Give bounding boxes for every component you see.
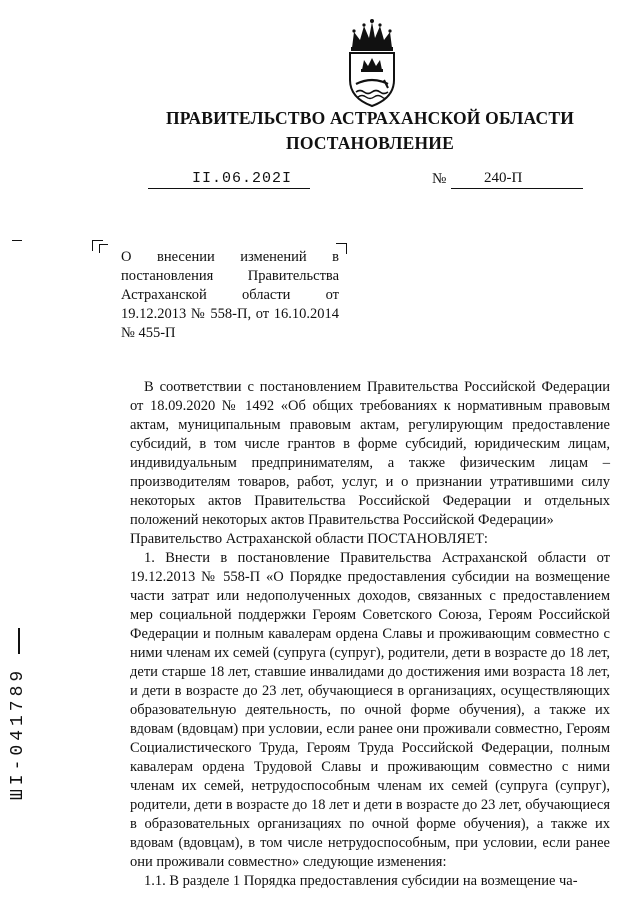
serial-mark [18,628,24,654]
clause-1-paragraph: 1. Внести в постановление Правительства Астраханской области от 19.12.2013 № 558-П «О Порядке предоставления субсидии на возмещение части затрат или недополученных доходов, связанных с предоставлением мер социальной поддержки Героям Советского Союза, Героям Российской Федерации и полным кавалерам ордена Славы и проживающим совместно с ними членам их семей (супруга (супруг), родители, дети в возрасте до 18 лет, дети старше 18 лет, ставшие инвалидами до достижения ими возраста 18 лет, и дети в возрасте до 23 лет, обучающиеся в организациях, осуществляющих образовательную деятельность, по очной форме обучения), а также их вдовам (вдовцам) при условии, если ранее они проживали совместно, Героям Социалистического Труда, Героям Труда Российской Федерации, полным кавалерам ордена Трудовой Славы и проживающим совместно с ними членам их семей, нетрудоспособным членам их семей (супруга (супруг), родители, дети в возрасте до 18 лет и дети в возрасте до 23 лет, обучающиеся в образовательных организациях по очной форме обучения), а также их вдовам (вдовцам), в том числе нетрудоспособным, при условии, если ранее они проживали совместно» следующие изменения: [130,550,610,870]
margin-mark [12,240,22,241]
number-field [451,170,583,189]
document-number: 240-П [484,170,523,186]
resolves-line: Правительство Астраханской области ПОСТАНОВЛЯЕТ: [130,531,488,547]
bracket-top-left-inner-icon [99,244,108,253]
page-title: ПРАВИТЕЛЬСТВО АСТРАХАНСКОЙ ОБЛАСТИ [165,108,575,128]
number-sign: № [432,171,447,187]
document-subject: О внесении изменений в постановления Правительства Астраханской области от 19.12.2013 № 558-П, от 16.10.2014 № 455-П [121,249,339,341]
preamble-paragraph: В соответствии с постановлением Правительства Российской Федерации от 18.09.2020 № 1492 «Об общих требованиях к нормативным правовым актам, муниципальным правовым актам, регулирующим предоставление субсидий, в том числе грантов в форме субсидий, юридическим лицам, индивидуальным предпринимателям, а также физическим лицам – производителям товаров, работ, услуг, и о признании утратившими силу некоторых актов Правительства Российской Федерации и отдельных положений некоторых актов Правительства Российской Федерации» [130,379,610,528]
document-body [130,378,610,891]
date-field [148,170,310,189]
form-serial-number: ШI-041789 [8,666,28,800]
document-type: ПОСТАНОВЛЕНИЕ [286,133,454,153]
document-date: II.06.202I [192,170,293,187]
clause-1-1-paragraph: 1.1. В разделе 1 Порядка предоставления субсидии на возмещение ча- [144,873,578,889]
astrakhan-coat-of-arms-icon [344,18,400,108]
